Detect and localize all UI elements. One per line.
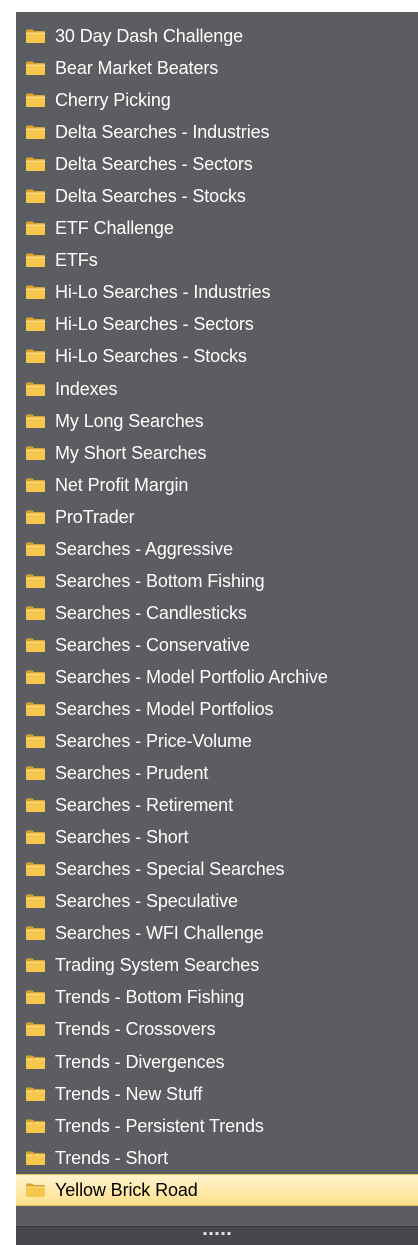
folder-icon <box>25 765 46 781</box>
folder-label: Searches - Model Portfolio Archive <box>55 666 328 687</box>
folder-item[interactable] <box>16 20 418 52</box>
folder-item[interactable] <box>16 917 418 949</box>
folder-label: Yellow Brick Road <box>55 1179 198 1200</box>
folder-label: Delta Searches - Sectors <box>55 154 253 175</box>
folder-icon <box>25 989 46 1005</box>
folder-icon <box>25 509 46 525</box>
folder-label: Searches - WFI Challenge <box>55 923 264 944</box>
folder-label: Trends - Crossovers <box>55 1019 216 1040</box>
folder-icon <box>25 957 46 973</box>
folder-item[interactable] <box>16 244 418 276</box>
folder-label: My Short Searches <box>55 442 207 463</box>
folder-item[interactable] <box>16 469 418 501</box>
folder-icon <box>25 156 46 172</box>
folder-icon <box>25 637 46 653</box>
folder-label: Trends - New Stuff <box>55 1083 203 1104</box>
folder-item[interactable] <box>16 533 418 565</box>
folder-item[interactable] <box>16 1174 418 1206</box>
folder-label: Hi-Lo Searches - Stocks <box>55 346 247 367</box>
folder-label: Searches - Special Searches <box>55 859 285 880</box>
folder-icon <box>25 733 46 749</box>
folder-icon <box>25 284 46 300</box>
folder-label: Searches - Prudent <box>55 763 209 784</box>
folder-item[interactable] <box>16 789 418 821</box>
folder-label: Searches - Model Portfolios <box>55 699 274 719</box>
folder-icon <box>25 477 46 493</box>
folder-label: Searches - Bottom Fishing <box>55 570 265 591</box>
folder-icon <box>25 124 46 140</box>
folder-label: Searches - Aggressive <box>55 538 233 559</box>
folder-item[interactable] <box>16 1110 418 1142</box>
folder-item[interactable] <box>16 949 418 981</box>
folder-item[interactable] <box>16 148 418 180</box>
folder-item[interactable] <box>16 661 418 693</box>
folder-item[interactable] <box>16 1013 418 1045</box>
folder-icon <box>25 925 46 941</box>
folder-item[interactable] <box>16 597 418 629</box>
folder-icon <box>25 413 46 429</box>
folder-item[interactable] <box>16 405 418 437</box>
folder-item[interactable] <box>16 501 418 533</box>
folder-label: Delta Searches - Industries <box>55 122 270 143</box>
folder-icon <box>25 573 46 589</box>
folder-icon <box>25 893 46 909</box>
folder-label: Searches - Short <box>55 827 189 848</box>
folder-item[interactable] <box>16 1046 418 1078</box>
folder-label: Searches - Conservative <box>55 634 250 655</box>
folder-icon <box>25 1118 46 1134</box>
folder-icon <box>25 445 46 461</box>
folder-label: My Long Searches <box>55 410 204 431</box>
folder-item[interactable] <box>16 1078 418 1110</box>
folder-item[interactable] <box>16 212 418 244</box>
folder-icon <box>25 316 46 332</box>
folder-item[interactable] <box>16 1142 418 1174</box>
folder-icon <box>25 28 46 44</box>
folder-label: Trends - Short <box>55 1147 168 1168</box>
folder-icon <box>25 381 46 397</box>
folder-item[interactable] <box>16 853 418 885</box>
folder-label: ETFs <box>55 250 98 271</box>
folder-item[interactable] <box>16 821 418 853</box>
folder-label: Trends - Bottom Fishing <box>55 987 245 1008</box>
folder-item[interactable] <box>16 629 418 661</box>
folder-list <box>16 12 418 1206</box>
folder-item[interactable] <box>16 725 418 757</box>
folder-label: Hi-Lo Searches - Industries <box>55 282 271 303</box>
folder-label: Cherry Picking <box>55 90 171 111</box>
grip-dots-icon[interactable] <box>204 1232 231 1235</box>
folder-icon <box>25 188 46 204</box>
folder-label: Hi-Lo Searches - Sectors <box>55 314 254 335</box>
folder-item[interactable] <box>16 84 418 116</box>
folder-item[interactable] <box>16 180 418 212</box>
folder-label: Trends - Divergences <box>55 1051 225 1072</box>
folder-label: Searches - Price-Volume <box>55 731 252 752</box>
folder-item[interactable] <box>16 437 418 469</box>
folder-icon <box>25 701 46 717</box>
folder-item[interactable] <box>16 276 418 308</box>
folder-label: Trading System Searches <box>55 955 260 976</box>
folder-icon <box>25 348 46 364</box>
folder-icon <box>25 92 46 108</box>
folder-label: Trends - Persistent Trends <box>55 1115 264 1136</box>
folder-item[interactable] <box>16 885 418 917</box>
folder-label: Net Profit Margin <box>55 474 189 495</box>
folder-label: ProTrader <box>55 506 135 527</box>
folder-label: Searches - Speculative <box>55 891 238 912</box>
folder-icon <box>25 60 46 76</box>
folder-label: Bear Market Beaters <box>55 58 219 79</box>
folder-icon <box>25 541 46 557</box>
folder-item[interactable] <box>16 981 418 1013</box>
folder-icon <box>25 861 46 877</box>
folder-item[interactable] <box>16 116 418 148</box>
folder-item[interactable] <box>16 757 418 789</box>
folder-icon <box>25 669 46 685</box>
folder-label: Delta Searches - Stocks <box>55 186 246 207</box>
panel-resize-bar[interactable] <box>16 1226 418 1245</box>
folder-label: Searches - Retirement <box>55 795 233 816</box>
folder-item[interactable] <box>16 308 418 340</box>
folder-icon <box>25 797 46 813</box>
folder-icon <box>25 1021 46 1037</box>
folder-label: Indexes <box>55 378 118 399</box>
folder-tree-panel <box>16 12 418 1245</box>
folder-icon <box>25 1150 46 1166</box>
folder-icon <box>25 605 46 621</box>
folder-icon <box>25 1182 46 1198</box>
folder-label: Searches - Candlesticks <box>55 602 247 623</box>
folder-label: ETF Challenge <box>55 218 174 239</box>
folder-item[interactable] <box>16 565 418 597</box>
folder-item[interactable] <box>16 340 418 372</box>
folder-item[interactable] <box>16 52 418 84</box>
folder-icon <box>25 829 46 845</box>
folder-item[interactable] <box>16 373 418 405</box>
folder-icon <box>25 252 46 268</box>
folder-icon <box>25 1086 46 1102</box>
folder-label: 30 Day Dash Challenge <box>55 26 244 47</box>
folder-icon <box>25 1054 46 1070</box>
folder-item[interactable] <box>16 693 418 725</box>
folder-icon <box>25 220 46 236</box>
